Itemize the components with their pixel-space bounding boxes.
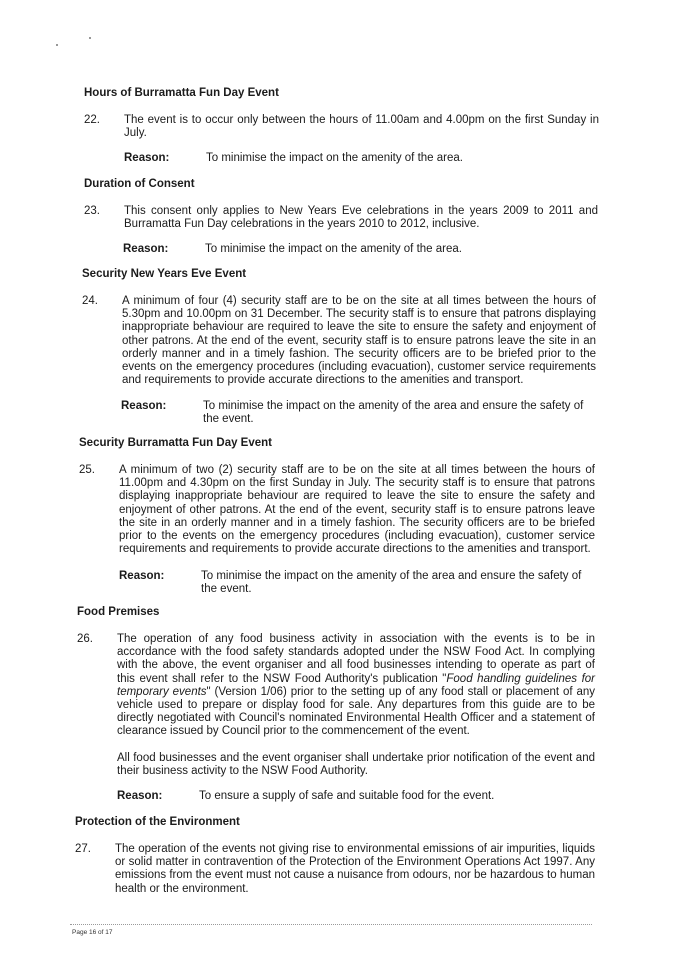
reason-text-25: To minimise the impact on the amenity of the area and ensure the safety of the event. bbox=[201, 570, 582, 596]
section-heading-environment: Protection of the Environment bbox=[75, 816, 240, 828]
footer-rule bbox=[70, 924, 592, 925]
condition-number-25: 25. bbox=[79, 464, 95, 476]
condition-text-26-notification: All food businesses and the event organiser shall undertake prior notification of the event and their business activity to the NSW Food Authority. bbox=[117, 752, 595, 778]
condition-text-25: A minimum of two (2) security staff are to be on the site at all times between the hours of 11.00pm and 4.30pm on the first Sunday in July. The security staff is to ensure that patrons displaying inappropriate behaviour are required to leave the site to ensure the safety and enjoyment of other patrons. At the end of the event, security staff is to ensure patrons leave the site in an orderly manner and in a timely fashion. The security officers are to be briefed prior to the events on the emergency procedures (including evacuation), customer service requirements and requirements to provide accurate directions to the amenities and transport. bbox=[119, 464, 595, 556]
condition-number-27: 27. bbox=[75, 843, 91, 855]
section-heading-security-fun-day: Security Burramatta Fun Day Event bbox=[79, 437, 273, 449]
reason-text-23: To minimise the impact on the amenity of the area. bbox=[205, 243, 462, 255]
section-heading-hours: Hours of Burramatta Fun Day Event bbox=[84, 87, 279, 99]
condition-number-23: 23. bbox=[84, 205, 100, 217]
section-heading-food-premises: Food Premises bbox=[77, 606, 160, 618]
reason-label-24: Reason: bbox=[121, 400, 167, 412]
section-heading-duration: Duration of Consent bbox=[84, 178, 195, 190]
reason-label-23: Reason: bbox=[123, 243, 169, 255]
condition-text-26 bbox=[117, 633, 595, 739]
food-text-rest: " (Version 1/06) prior to the setting up of any food stall or placement of any vehicle used to prepare or display food for sale. Any departures from this guide are to be directly negotiated with Council's nominated Environmental Health Officer and a statement of clearance issued by Council prior to the commencement of the event. bbox=[117, 685, 595, 738]
scan-speck bbox=[89, 37, 91, 39]
condition-text-27: The operation of the events not giving rise to environmental emissions of air impurities, liquids or solid matter in contravention of the Protection of the Environment Operations Act 1997. Any emissions from the event must not cause a nuisance from odours, nor be hazardous to human health or the environment. bbox=[115, 843, 595, 895]
condition-number-26: 26. bbox=[77, 633, 93, 645]
reason-label-25: Reason: bbox=[119, 570, 165, 582]
reason-label-26: Reason: bbox=[117, 790, 163, 802]
condition-number-22: 22. bbox=[84, 114, 100, 126]
condition-text-23: This consent only applies to New Years Eve celebrations in the years 2009 to 2011 and Burramatta Fun Day celebrations in the years 2010 to 2012, inclusive. bbox=[124, 205, 598, 231]
scan-speck bbox=[56, 44, 58, 46]
reason-text-26: To ensure a supply of safe and suitable food for the event. bbox=[199, 790, 495, 802]
condition-number-24: 24. bbox=[82, 295, 98, 307]
reason-text-22: To minimise the impact on the amenity of the area. bbox=[206, 152, 463, 164]
food-text-intro: The operation of any food business activity in association with the events is to be in accordance with the food safety standards adopted under the NSW Food Act. In complying with the above, the event organiser and all food businesses intending to operate as part of this event shall refer to the NSW Food Authority's publication " bbox=[117, 633, 595, 685]
reason-label-22: Reason: bbox=[124, 152, 170, 164]
publication-title: Food handling guidelines for temporary events bbox=[117, 672, 595, 698]
condition-text-22: The event is to occur only between the hours of 11.00am and 4.00pm on the first Sunday in July. bbox=[124, 114, 599, 140]
page-number: Page 16 of 17 bbox=[72, 929, 113, 936]
reason-text-24: To minimise the impact on the amenity of the area and ensure the safety of the event. bbox=[203, 400, 584, 426]
condition-text-24: A minimum of four (4) security staff are to be on the site at all times between the hours of 5.30pm and 10.00pm on 31 December. The security staff is to ensure that patrons displaying inappropriate behaviour are required to leave the site to ensure the safety and enjoyment of other patrons. At the end of the event, security staff is to ensure patrons leave the site in an orderly manner and in a timely fashion. The security officers are to be briefed prior to the events on the emergency procedures (including evacuation), customer service requirements and requirements to provide accurate directions to the amenities and transport. bbox=[122, 295, 596, 387]
section-heading-security-nye: Security New Years Eve Event bbox=[82, 268, 247, 280]
